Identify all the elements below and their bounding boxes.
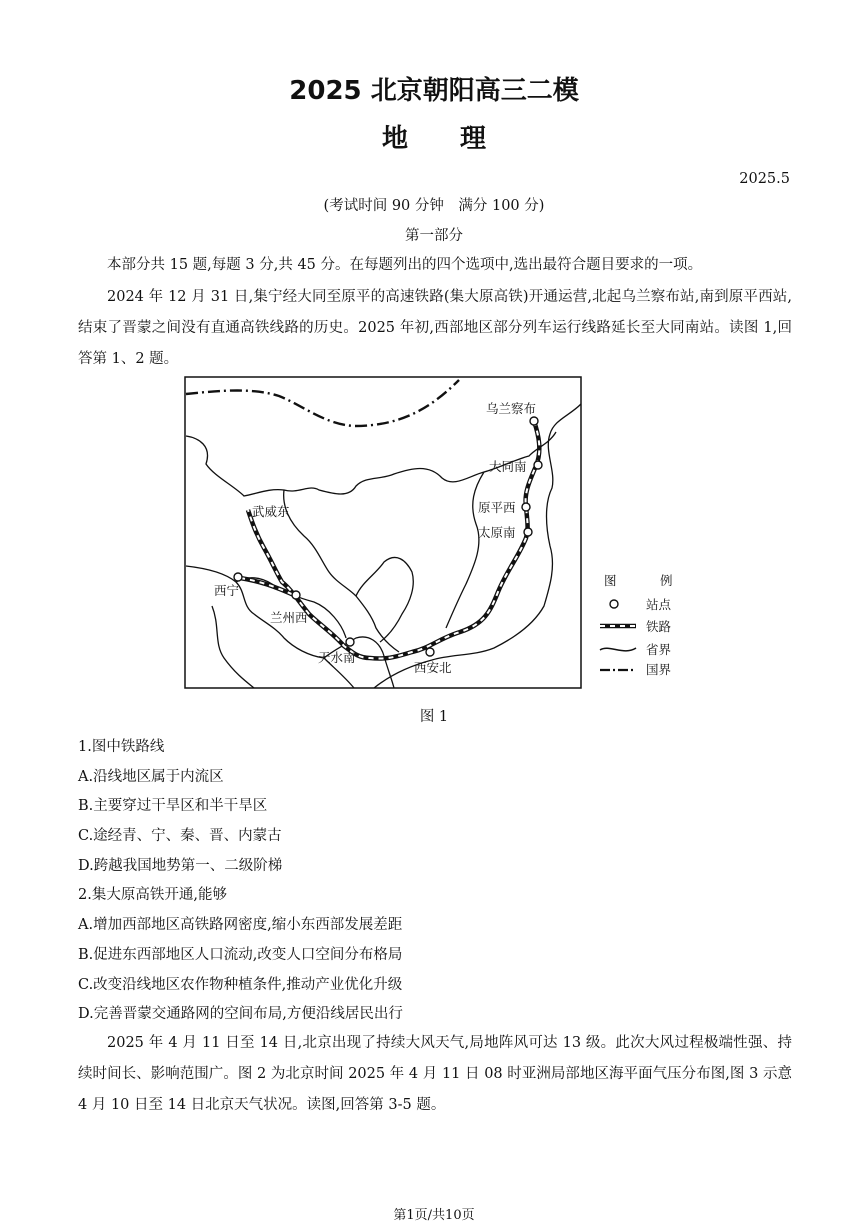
question-2-option-b: B.促进东西部地区人口流动,改变人口空间分布格局: [78, 947, 403, 963]
subject-char: 地: [381, 124, 408, 154]
legend-national: 国界: [646, 662, 672, 677]
passage-1: 2024 年 12 月 31 日,集宁经大同至原平的高速铁路(集大原高铁)开通运营,北起乌兰察布站,南到原平西站,结束了晋蒙之间没有直通高铁线路的历史。2025 年初,西部地区部分列车运行线路延长至大同南站。读图 1,回答第 1、2 题。: [78, 289, 792, 367]
question-1-option-a: A.沿线地区属于内流区: [78, 769, 224, 785]
question-2-stem: 2.集大原高铁开通,能够: [78, 887, 227, 903]
subject-char: 理: [460, 124, 487, 154]
page-title: 2025 北京朝阳高三二模: [289, 76, 579, 106]
legend-railway: 铁路: [646, 619, 672, 634]
legend-station: 站点: [646, 597, 672, 612]
label-wuweidong: 武威东: [252, 504, 290, 519]
station-yuanpingxi: [522, 503, 530, 511]
subject-title: [0, 118, 868, 155]
section-title: 第一部分: [405, 228, 463, 244]
label-lanzhouxi: 兰州西: [270, 610, 308, 625]
label-yuanpingxi: 原平西: [478, 500, 516, 515]
station-wulanchabu: [530, 417, 538, 425]
intro-text: 本部分共 15 题,每题 3 分,共 45 分。在每题列出的四个选项中,选出最符合题目要求的一项。: [107, 257, 703, 273]
question-1-option-c: C.途经青、宁、秦、晋、内蒙古: [78, 828, 282, 844]
station-taiyuannan: [524, 528, 532, 536]
question-2-option-c: C.改变沿线地区农作物种植条件,推动产业优化升级: [78, 977, 403, 993]
question-2-option-a: A.增加西部地区高铁路网密度,缩小东西部发展差距: [78, 917, 403, 933]
label-tianshuinan: 天水南: [318, 650, 356, 665]
exam-date: 2025.5: [739, 171, 790, 187]
station-xining: [234, 573, 242, 581]
legend-title-right: 例: [660, 573, 673, 588]
label-xianbei: 西安北: [414, 660, 452, 675]
question-1-stem: 1.图中铁路线: [78, 739, 165, 755]
question-1-option-b: B.主要穿过干旱区和半干旱区: [78, 798, 268, 814]
question-2-option-d: D.完善晋蒙交通路网的空间布局,方便沿线居民出行: [78, 1006, 403, 1022]
label-taiyuannan: 太原南: [478, 525, 516, 540]
page-footer: 第1页/共10页: [393, 1208, 475, 1223]
station-tianshuinan: [346, 638, 354, 646]
exam-info: (考试时间 90 分钟 满分 100 分): [323, 198, 545, 214]
label-xining: 西宁: [214, 583, 240, 598]
legend-province-symbol: [600, 648, 636, 651]
station-datongnan: [534, 461, 542, 469]
station-xianbei: [426, 648, 434, 656]
legend-title-left: 图: [604, 573, 617, 588]
question-1-option-d: D.跨越我国地势第一、二级阶梯: [78, 858, 283, 874]
map-legend: [600, 573, 673, 677]
figure1-map: [184, 376, 684, 692]
figure1-caption: 图 1: [419, 709, 449, 725]
label-datongnan: 大同南: [489, 459, 527, 474]
station-lanzhouxi: [292, 591, 300, 599]
legend-station-symbol: [610, 600, 618, 608]
legend-province: 省界: [646, 642, 672, 657]
passage-2: 2025 年 4 月 11 日至 14 日,北京出现了持续大风天气,局地阵风可达 13 级。此次大风过程极端性强、持续时间长、影响范围广。图 2 为北京时间 2025 年 4 月 11 日 08 时亚洲局部地区海平面气压分布图,图 3 示意 4 月 10 日至 14 日北京天气状况。读图,回答第 3-5 题。: [78, 1035, 792, 1113]
label-wulanchabu: 乌兰察布: [486, 401, 537, 416]
